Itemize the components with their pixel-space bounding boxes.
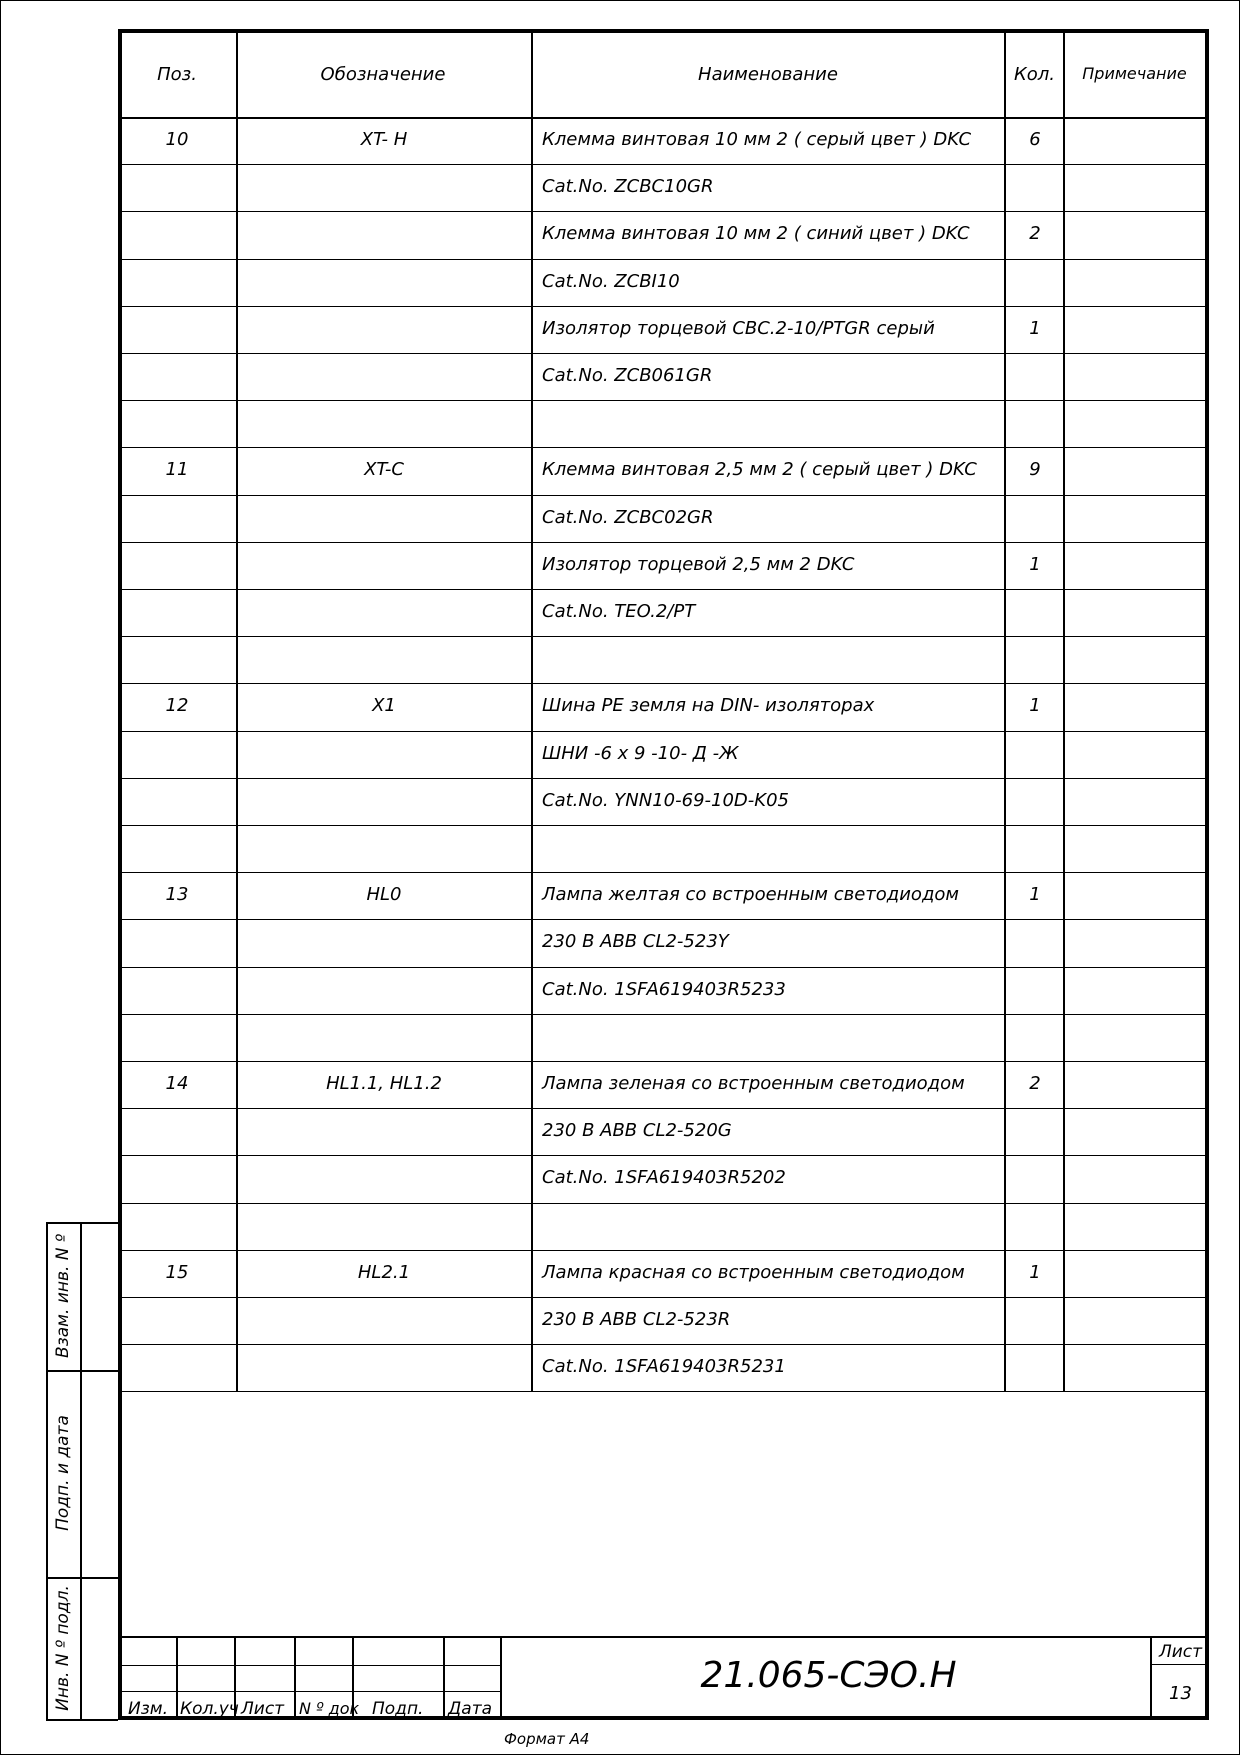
row-name: Cat.No. ZCBI10 (542, 271, 680, 292)
row-separator (118, 1203, 1209, 1204)
row-pos: 15 (165, 1262, 189, 1283)
sheet-number: 13 (1169, 1683, 1192, 1704)
row-separator (118, 1061, 1209, 1062)
row-pos: 11 (165, 459, 189, 480)
row-designation: XT-C (364, 459, 404, 480)
row-qty: 2 (1029, 223, 1041, 244)
row-name: Cat.No. 1SFA619403R5202 (542, 1167, 786, 1188)
row-separator (118, 447, 1209, 448)
row-name: Клемма винтовая 10 мм 2 ( серый цвет ) DKC (542, 129, 972, 150)
row-name: Cat.No. ZCBC02GR (542, 507, 714, 528)
row-pos: 10 (165, 129, 189, 150)
side-label-replace-inv: Взам. инв. N º (53, 1234, 73, 1358)
row-name: Cat.No. 1SFA619403R5231 (542, 1356, 786, 1377)
row-designation: XT- H (360, 129, 408, 150)
row-name: Cat.No. YNN10-69-10D-K05 (542, 790, 789, 811)
row-separator (118, 967, 1209, 968)
row-designation: HL0 (366, 884, 402, 905)
row-name: Шина PE земля на DIN- изоляторах (542, 695, 875, 716)
row-separator (118, 306, 1209, 307)
header-pos: Поз. (157, 64, 197, 85)
row-separator (118, 259, 1209, 260)
document-number: 21.065-СЭО.Н (700, 1655, 957, 1696)
side-label-sign-date: Подп. и дата (53, 1415, 73, 1531)
header-qty: Кол. (1013, 64, 1056, 85)
tb-label-izm: Изм. (128, 1699, 168, 1719)
row-separator (118, 1250, 1209, 1251)
side-label-inv-orig: Инв. N º подл. (53, 1585, 73, 1711)
row-qty: 2 (1029, 1073, 1041, 1094)
tb-label-date: Дата (448, 1699, 493, 1719)
row-name: Клемма винтовая 2,5 мм 2 ( серый цвет ) DKC (542, 459, 977, 480)
row-separator (118, 495, 1209, 496)
row-separator (118, 211, 1209, 212)
tb-label-doc-no: N º док (299, 1699, 360, 1718)
row-separator (118, 1297, 1209, 1298)
row-pos: 13 (165, 884, 189, 905)
row-designation: HL2.1 (357, 1262, 411, 1283)
row-qty: 1 (1029, 695, 1041, 716)
row-name: 230 В ABB CL2-520G (542, 1120, 732, 1141)
row-qty: 6 (1029, 129, 1041, 150)
row-separator (118, 636, 1209, 637)
row-name: Лампа красная со встроенным светодиодом (542, 1262, 965, 1283)
row-name: Изолятор торцевой CBC.2-10/PTGR серый (542, 318, 935, 339)
row-separator (118, 778, 1209, 779)
row-name: Изолятор торцевой 2,5 мм 2 DKC (542, 554, 855, 575)
row-separator (118, 1344, 1209, 1345)
row-pos: 12 (165, 695, 189, 716)
row-qty: 9 (1029, 459, 1041, 480)
row-name: Cat.No. 1SFA619403R5233 (542, 979, 786, 1000)
row-qty: 1 (1029, 318, 1041, 339)
header-note: Примечание (1082, 64, 1187, 83)
header-designation: Обозначение (320, 64, 446, 85)
row-name: Cat.No. TEO.2/PT (542, 601, 696, 622)
row-pos: 14 (165, 1073, 189, 1094)
row-separator (118, 919, 1209, 920)
row-separator (118, 1391, 1209, 1392)
tb-label-sign: Подп. (372, 1699, 424, 1719)
row-separator (118, 353, 1209, 354)
tb-label-list: Лист (241, 1699, 285, 1719)
row-separator (118, 164, 1209, 165)
paper-format: Формат А4 (504, 1730, 590, 1748)
row-designation: HL1.1, HL1.2 (326, 1073, 442, 1094)
row-separator (118, 683, 1209, 684)
row-name: Лампа желтая со встроенным светодиодом (542, 884, 959, 905)
row-qty: 1 (1029, 1262, 1041, 1283)
row-separator (118, 1155, 1209, 1156)
row-name: Клемма винтовая 10 мм 2 ( синий цвет ) DKC (542, 223, 970, 244)
row-qty: 1 (1029, 554, 1041, 575)
row-name: 230 В ABB CL2-523R (542, 1309, 731, 1330)
row-name: Cat.No. ZCB061GR (542, 365, 713, 386)
row-name: ШНИ -6 x 9 -10- Д -Ж (542, 743, 739, 764)
row-separator (118, 825, 1209, 826)
tb-label-kol-uch: Кол.уч (180, 1699, 239, 1719)
row-separator (118, 400, 1209, 401)
row-separator (118, 872, 1209, 873)
row-separator (118, 542, 1209, 543)
row-separator (118, 1108, 1209, 1109)
row-separator (118, 589, 1209, 590)
row-name: 230 В ABB CL2-523Y (542, 931, 729, 952)
row-name: Лампа зеленая со встроенным светодиодом (542, 1073, 965, 1094)
row-name: Cat.No. ZCBC10GR (542, 176, 714, 197)
row-qty: 1 (1029, 884, 1041, 905)
row-designation: X1 (372, 695, 396, 716)
sheet-label: Лист (1158, 1642, 1203, 1662)
header-name: Наименование (698, 64, 838, 85)
row-separator (118, 731, 1209, 732)
row-separator (118, 1014, 1209, 1015)
